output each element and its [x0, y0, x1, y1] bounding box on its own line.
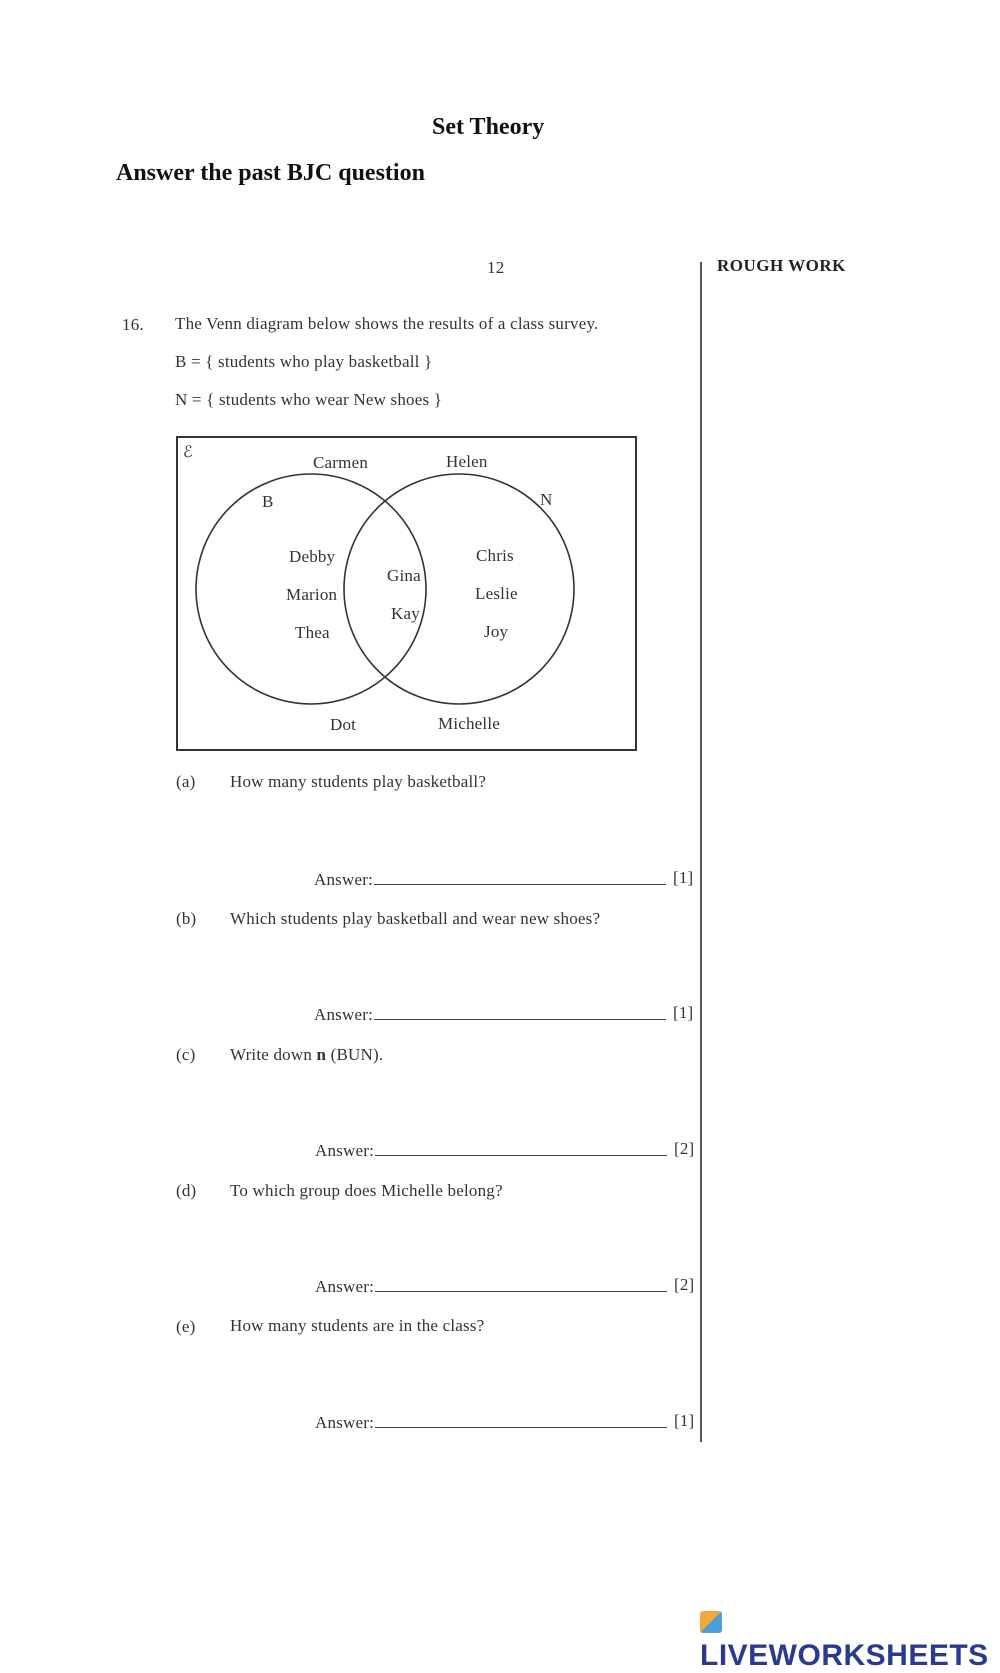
part-b-answer-label: Answer:: [314, 1005, 373, 1024]
name-n-only: Chris: [476, 546, 514, 565]
set-n-label: N: [540, 490, 553, 509]
page-title: Set Theory: [432, 114, 545, 140]
part-a-marks: [1]: [673, 868, 694, 887]
part-a-answer-label: Answer:: [314, 870, 373, 889]
part-c-marks: [2]: [674, 1139, 695, 1158]
part-e-answer-label: Answer:: [315, 1413, 374, 1432]
part-a-label: (a): [176, 772, 196, 791]
part-a-answer-line[interactable]: [374, 884, 666, 885]
part-d-marks: [2]: [674, 1275, 695, 1294]
part-d-label: (d): [176, 1181, 197, 1200]
rough-work-label: ROUGH WORK: [717, 256, 846, 275]
set-b-definition: B = { students who play basketball }: [175, 352, 433, 371]
name-outside: Helen: [446, 452, 488, 471]
name-n-only: Leslie: [475, 584, 518, 603]
part-c-n-symbol: n: [316, 1045, 327, 1064]
part-b-label: (b): [176, 909, 197, 928]
universal-set-symbol: ℰ: [183, 444, 193, 461]
set-n-definition: N = { students who wear New shoes }: [175, 390, 443, 409]
part-d-question: To which group does Michelle belong?: [230, 1181, 503, 1200]
question-intro: The Venn diagram below shows the results of a class survey.: [175, 314, 599, 333]
name-outside: Michelle: [438, 714, 501, 733]
name-both: Kay: [391, 604, 420, 623]
part-b-marks: [1]: [673, 1003, 694, 1022]
liveworksheets-brand: LIVEWORKSHEETS: [700, 1639, 989, 1672]
part-d-answer-label: Answer:: [315, 1277, 374, 1296]
scan-page-number: 12: [487, 258, 505, 277]
part-d-answer-line[interactable]: [375, 1291, 667, 1292]
question-number: 16.: [122, 315, 144, 334]
name-b-only: Thea: [295, 623, 330, 642]
part-c-answer-label: Answer:: [315, 1141, 374, 1160]
part-c-text-after: (BUN).: [326, 1045, 384, 1064]
name-b-only: Marion: [286, 585, 338, 604]
name-outside: Dot: [330, 715, 357, 734]
part-a-question: How many students play basketball?: [230, 772, 487, 791]
name-n-only: Joy: [484, 622, 509, 641]
part-e-answer-line[interactable]: [375, 1427, 667, 1428]
part-c-question: [230, 1045, 383, 1065]
part-b-question: Which students play basketball and wear new shoes?: [230, 909, 601, 928]
set-b-label: B: [262, 492, 274, 511]
part-e-marks: [1]: [674, 1411, 695, 1430]
name-both: Gina: [387, 566, 421, 585]
liveworksheets-logo: [700, 1605, 1000, 1673]
part-b-answer-line[interactable]: [374, 1019, 666, 1020]
part-c-label: (c): [176, 1045, 196, 1064]
part-e-label: (e): [176, 1317, 196, 1336]
page-subtitle: Answer the past BJC question: [116, 160, 425, 186]
name-b-only: Debby: [289, 547, 336, 566]
part-c-text-before: Write down: [230, 1045, 317, 1064]
name-outside: Carmen: [313, 453, 369, 472]
part-c-answer-line[interactable]: [375, 1155, 667, 1156]
liveworksheets-badge-icon: [700, 1611, 722, 1633]
part-e-question: How many students are in the class?: [230, 1316, 485, 1335]
